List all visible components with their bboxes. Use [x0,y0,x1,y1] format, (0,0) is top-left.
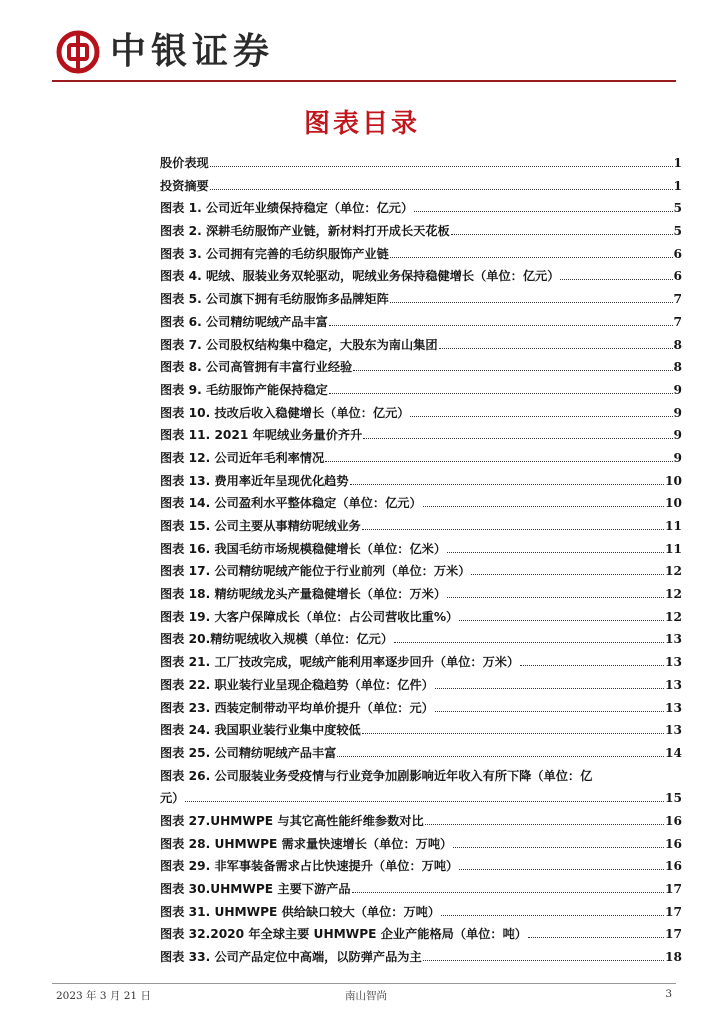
footer-company: 南山智尚 [345,990,387,1002]
toc-entry-label: 图表 9. 毛纺服饰产能保持稳定 [160,382,328,397]
toc-entry-label: 图表 22. 职业装行业呈现企稳趋势（单位：亿件） [160,677,434,692]
toc-entry[interactable] [160,835,682,858]
toc-entry[interactable] [160,494,682,517]
toc-entry[interactable] [160,358,682,381]
brand-name: 中银证券 [110,31,275,72]
toc-entry-label: 图表 27.UHMWPE 与其它高性能纤维参数对比 [160,813,424,828]
toc-entry-page: 13 [665,723,682,738]
dot-leader [414,205,672,213]
toc-entry-page: 17 [665,882,682,896]
toc-entry[interactable] [160,699,682,722]
toc-entry-page: 13 [665,655,682,670]
dot-leader [390,250,673,258]
toc-entry-page: 6 [673,246,682,261]
toc-entry-page: 1 [673,156,682,170]
toc-entry-label: 图表 7. 公司股权结构集中稳定，大股东为南山集团 [160,337,438,352]
toc-entry-label: 图表 29. 非军事装备需求占比快速提升（单位：万吨） [160,859,459,874]
toc-entry-label: 图表 20.精纺呢绒收入规模（单位：亿元） [160,632,394,647]
toc-entry-label: 图表 12. 公司近年毛利率情况 [160,450,325,465]
toc-entry-page: 11 [665,541,682,556]
toc-entry-label: 图表 28. UHMWPE 需求量快速增长（单位：万吨） [160,836,453,851]
toc-entry-label: 图表 25. 公司精纺呢绒产品丰富 [160,745,337,760]
toc-entry-label: 股价表现 [160,156,209,170]
toc-entry[interactable] [160,245,682,268]
toc-entry[interactable] [160,154,682,177]
dot-leader [447,590,664,598]
toc-entry-page: 16 [665,813,682,828]
toc-entry-label: 图表 17. 公司精纺呢绒产能位于行业前列（单位：万米） [160,564,471,579]
dot-leader [394,636,664,644]
dot-leader [459,863,664,871]
dot-leader [471,568,664,576]
dot-leader [410,409,672,417]
dot-leader [425,817,664,825]
toc-entry-label: 图表 1. 公司近年业绩保持稳定（单位：亿元） [160,201,414,216]
toc-entry-label: 图表 6. 公司精纺呢绒产品丰富 [160,314,328,329]
toc-entry-label: 图表 2. 深耕毛纺服饰产业链，新材料打开成长天花板 [160,224,450,239]
header-divider [52,80,676,82]
dot-leader [447,545,664,553]
dot-leader [362,726,664,734]
dot-leader [329,386,673,394]
toc-entry-page: 6 [673,269,682,284]
toc-entry-page: 9 [673,382,682,397]
dot-leader [329,318,673,326]
toc-entry-page: 7 [673,292,682,307]
dot-leader [210,182,673,190]
toc-entry[interactable] [160,721,682,744]
toc-entry-continuation[interactable] [160,789,682,812]
dot-leader [210,159,673,167]
toc-entry-page: 15 [665,791,682,806]
toc-entry-page: 8 [673,360,682,375]
toc-entry[interactable] [160,880,682,903]
toc-entry-label: 图表 26. 公司服装业务受疫情与行业竞争加剧影响近年收入有所下降（单位：亿 [160,768,593,783]
dot-leader [453,840,664,848]
dot-leader [435,704,664,712]
toc-entry[interactable] [160,313,682,336]
toc-entry[interactable] [160,336,682,359]
toc-entry-label: 投资摘要 [160,178,209,193]
toc-entry[interactable] [160,177,682,200]
page-footer [56,988,676,1004]
toc-entry[interactable] [160,517,682,540]
dot-leader [528,931,664,939]
toc-entry-page: 7 [673,314,682,329]
toc-entry[interactable] [160,608,682,631]
bank-of-china-logo-icon [56,30,100,74]
toc-entry-label: 元） [160,791,185,806]
toc-entry-label: 图表 19. 大客户保障成长（单位：占公司营收比重%） [160,609,459,624]
toc-entry-label: 图表 8. 公司高管拥有丰富行业经验 [160,360,353,375]
toc-entry-label: 图表 21. 工厂技改完成，呢绒产能利用率逐步回升（单位：万米） [160,655,520,670]
toc-entry-label: 图表 11. 2021 年呢绒业务量价齐升 [160,428,363,443]
dot-leader [325,454,672,462]
dot-leader [352,885,665,893]
dot-leader [390,295,673,303]
toc-entry[interactable] [160,630,682,653]
toc-entry-page: 12 [665,564,682,579]
toc-entry-label: 图表 24. 我国职业装行业集中度较低 [160,723,361,738]
toc-entry[interactable] [160,540,682,563]
toc-entry[interactable] [160,925,682,948]
toc-entry[interactable] [160,767,682,790]
toc-entry-page: 5 [673,201,682,216]
toc-entry[interactable] [160,449,682,472]
toc-entry[interactable] [160,903,682,926]
toc-entry-label: 图表 16. 我国毛纺市场规模稳健增长（单位：亿米） [160,541,447,556]
toc-entry[interactable] [160,222,682,245]
toc-entry[interactable] [160,676,682,699]
toc-entry-label: 图表 18. 精纺呢绒龙头产量稳健增长（单位：万米） [160,587,447,602]
toc-entry-page: 11 [665,519,682,533]
toc-entry[interactable] [160,562,682,585]
toc-entry-page: 13 [665,677,682,692]
toc-entry[interactable] [160,948,682,971]
toc-entry[interactable] [160,812,682,835]
toc-entry[interactable] [160,267,682,290]
dot-leader [451,227,673,235]
toc-entry-label: 图表 5. 公司旗下拥有毛纺服饰多品牌矩阵 [160,292,389,307]
toc-entry[interactable] [160,472,682,495]
toc-entry[interactable] [160,585,682,608]
toc-entry-page: 16 [665,836,682,851]
footer-date: 2023 年 3 月 21 日 [56,990,151,1002]
toc-entry[interactable] [160,653,682,676]
toc-entry[interactable] [160,381,682,404]
toc-entry-page: 8 [673,337,682,352]
toc-entry-page: 17 [665,904,682,919]
dot-leader [560,273,672,281]
dot-leader [363,432,672,440]
dot-leader [353,363,672,371]
toc-entry-label: 图表 32.2020 年全球主要 UHMWPE 企业产能格局（单位：吨） [160,927,527,942]
dot-leader [459,613,664,621]
table-of-figures [160,154,682,971]
dot-leader [441,908,664,916]
toc-entry-page: 5 [673,224,682,239]
toc-entry-label: 图表 10. 技改后收入稳健增长（单位：亿元） [160,405,410,420]
toc-entry-label: 图表 23. 西装定制带动平均单价提升（单位：元） [160,700,434,715]
dot-leader [423,953,664,961]
footer-divider [52,983,676,984]
dot-leader [185,795,664,803]
toc-entry[interactable] [160,744,682,767]
toc-entry-page: 10 [665,496,682,511]
toc-entry-page: 9 [673,450,682,465]
dot-leader [350,477,665,485]
toc-entry-label: 图表 15. 公司主要从事精纺呢绒业务 [160,519,361,533]
toc-entry-label: 图表 13. 费用率近年呈现优化趋势 [160,473,349,488]
dot-leader [362,522,664,530]
toc-entry-page: 1 [673,178,682,193]
toc-entry-label: 图表 3. 公司拥有完善的毛纺织服饰产业链 [160,246,389,261]
toc-entry-page: 9 [673,428,682,443]
report-header [52,22,674,80]
toc-entry-label: 图表 30.UHMWPE 主要下游产品 [160,882,351,896]
toc-entry[interactable] [160,290,682,313]
dot-leader [435,681,664,689]
dot-leader [520,658,664,666]
toc-entry-page: 14 [665,745,682,760]
footer-page-number: 3 [665,988,672,1000]
toc-entry-label: 图表 4. 呢绒、服装业务双轮驱动，呢绒业务保持稳健增长（单位：亿元） [160,269,560,284]
dot-leader [423,500,664,508]
toc-entry-page: 13 [665,700,682,715]
toc-entry-label: 图表 31. UHMWPE 供给缺口较大（单位：万吨） [160,904,441,919]
dot-leader [439,341,673,349]
toc-entry-page: 12 [665,587,682,602]
toc-entry[interactable] [160,199,682,222]
toc-entry-page: 12 [665,609,682,624]
toc-entry-page: 10 [665,473,682,488]
toc-entry-page: 9 [673,405,682,420]
toc-entry[interactable] [160,426,682,449]
page-title: 图表目录 [303,109,420,139]
toc-entry[interactable] [160,857,682,880]
toc-entry-page: 16 [665,859,682,874]
toc-entry-page: 17 [665,927,682,942]
toc-entry-page: 18 [665,950,682,965]
toc-entry-label: 图表 14. 公司盈利水平整体稳定（单位：亿元） [160,496,422,511]
toc-entry-page: 13 [665,632,682,647]
toc-entry[interactable] [160,404,682,427]
dot-leader [337,749,664,757]
toc-entry-label: 图表 33. 公司产品定位中高端，以防弹产品为主 [160,950,422,965]
